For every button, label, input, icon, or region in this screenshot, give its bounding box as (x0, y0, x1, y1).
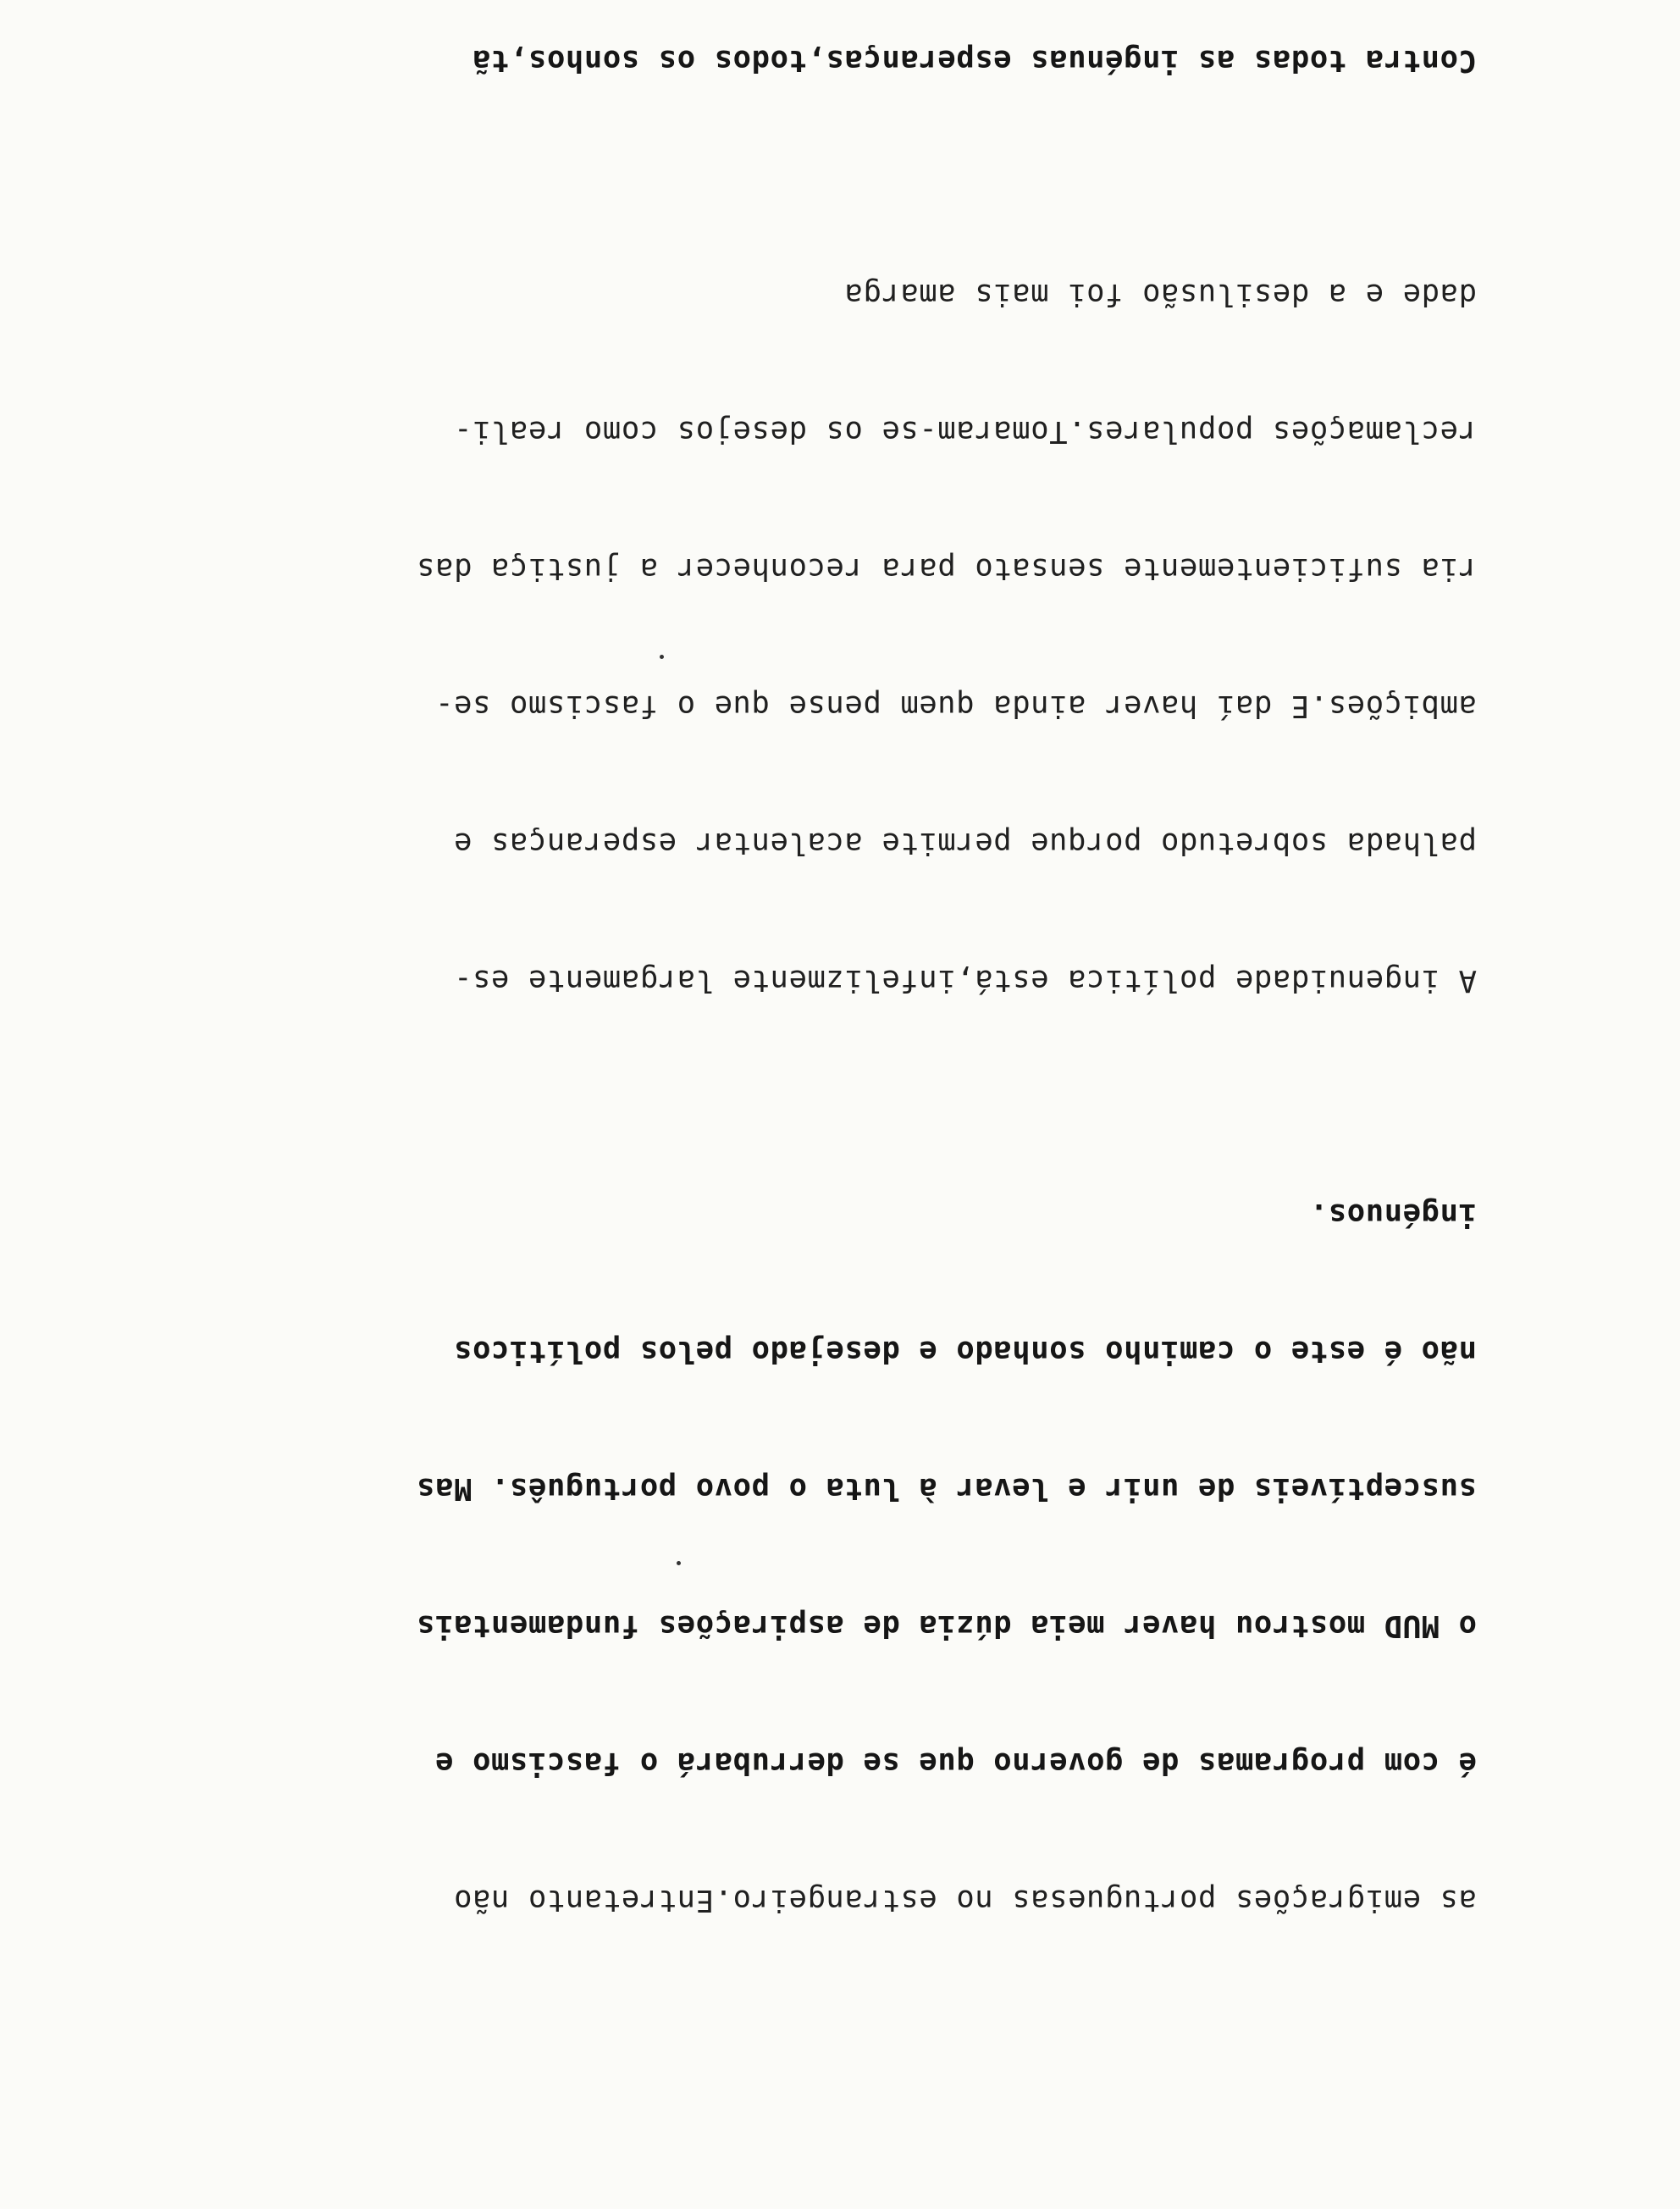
ink-speck (660, 655, 664, 659)
text-line-3: o MUD mostrou haver meia dúzia de aspirações fundamentais (416, 1608, 1477, 1643)
text-line-6: ingénuos. (1309, 1197, 1477, 1232)
text-line-4: susceptíveis de unir e levar à luta o povo português. Mas (416, 1471, 1477, 1506)
text-line-5: não é este o caminho sonhado e desejado pelos políticos (453, 1334, 1477, 1369)
text-line-11: reclamações populares.Tomaram-se os desejos como reali- (453, 414, 1477, 449)
text-line-12: dade e a desilusão foi mais amarga (843, 277, 1477, 312)
paragraph-gap (190, 1094, 1477, 1099)
text-line-9: ambições.E daí haver ainda quem pense que o fascismo se- (434, 689, 1477, 723)
text-line-13: Contra todas as ingénuas esperanças,todos os sonhos,tã (472, 43, 1477, 78)
text-line-1: as emigrações portuguesas no estrangeiro.Entretanto não (453, 1883, 1477, 1918)
ink-speck (677, 1561, 681, 1565)
text-line-10: ria suficientemente sensato para reconhecer a justiça das (416, 551, 1477, 586)
text-line-7: A ingenuidade política está,infelizmente largamente es- (453, 963, 1477, 998)
text-line-2: é com programas de governo que se derrubará o fascismo e (434, 1746, 1477, 1780)
typewritten-text (190, 0, 1477, 2014)
paragraph-gap (190, 174, 1477, 180)
text-line-8: palhada sobretudo porque permite acalentar esperanças e (453, 826, 1477, 861)
